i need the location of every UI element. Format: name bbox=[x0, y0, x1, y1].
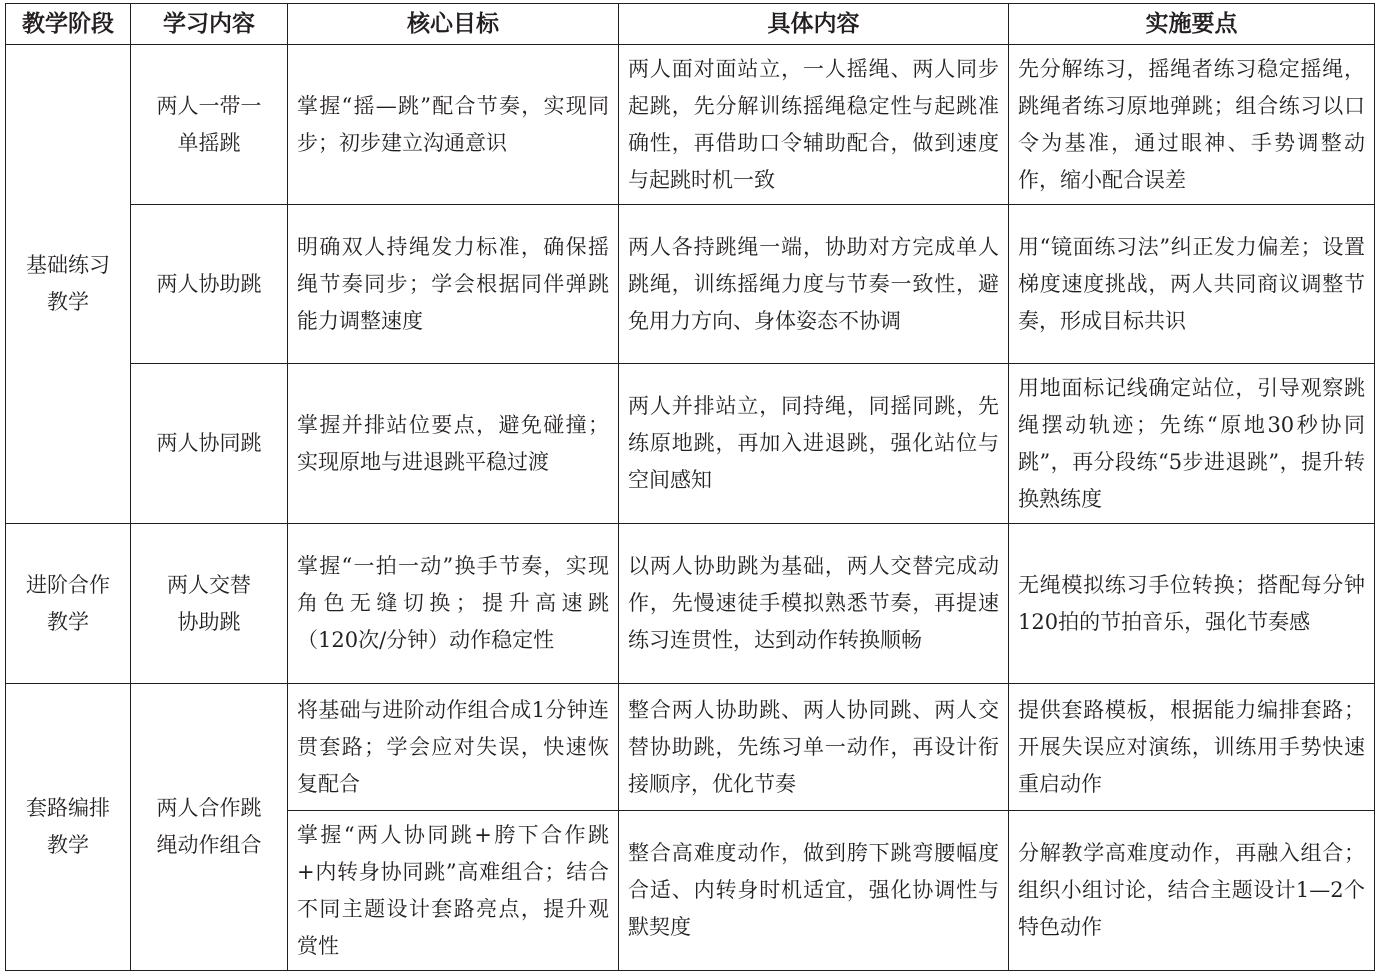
content-cell bbox=[131, 364, 288, 524]
goal-cell: 掌握并排站位要点，避免碰撞；实现原地与进退跳平稳过渡 bbox=[288, 364, 619, 524]
header-detail: 具体内容 bbox=[619, 4, 1009, 45]
stage-label-line: 进阶合作 bbox=[26, 572, 110, 597]
points-cell: 先分解练习，摇绳者练习稳定摇绳，跳绳者练习原地弹跳；组合练习以口令为基准，通过眼神、手势调整动作，缩小配合误差 bbox=[1009, 45, 1375, 205]
header-content: 学习内容 bbox=[131, 4, 288, 45]
goal-cell: 掌握“一拍一动”换手节奏，实现角色无缝切换；提升高速跳（120次/分钟）动作稳定性 bbox=[288, 524, 619, 684]
table-row bbox=[6, 364, 1375, 524]
header-points: 实施要点 bbox=[1009, 4, 1375, 45]
table-row bbox=[6, 205, 1375, 364]
table-row bbox=[6, 684, 1375, 811]
stage-cell-basic bbox=[6, 45, 131, 524]
detail-cell: 两人面对面站立，一人摇绳、两人同步起跳，先分解训练摇绳稳定性与起跳准确性，再借助口令辅助配合，做到速度与起跳时机一致 bbox=[619, 45, 1009, 205]
points-cell: 提供套路模板，根据能力编排套路；开展失误应对演练，训练用手势快速重启动作 bbox=[1009, 684, 1375, 811]
content-label-line: 单摇跳 bbox=[177, 130, 241, 155]
stage-cell-routine bbox=[6, 684, 131, 971]
header-goal: 核心目标 bbox=[288, 4, 619, 45]
goal-cell: 明确双人持绳发力标准，确保摇绳节奏同步；学会根据同伴弹跳能力调整速度 bbox=[288, 205, 619, 364]
content-label-line: 两人一带一 bbox=[156, 93, 262, 118]
stage-label-line: 基础练习 bbox=[26, 253, 110, 277]
detail-cell: 以两人协助跳为基础，两人交替完成动作，先慢速徒手模拟熟悉节奏，再提速练习连贯性，达到动作转换顺畅 bbox=[619, 524, 1009, 684]
stage-label-line: 教学 bbox=[47, 290, 89, 314]
content-cell bbox=[131, 205, 288, 364]
detail-cell: 两人并排站立，同持绳，同摇同跳，先练原地跳，再加入进退跳，强化站位与空间感知 bbox=[619, 364, 1009, 524]
points-cell: 用地面标记线确定站位，引导观察跳绳摆动轨迹；先练“原地30秒协同跳”，再分段练“5步进退跳”，提升转换熟练度 bbox=[1009, 364, 1375, 524]
goal-cell: 将基础与进阶动作组合成1分钟连贯套路；学会应对失误，快速恢复配合 bbox=[288, 684, 619, 811]
points-cell: 分解教学高难度动作，再融入组合；组织小组讨论，结合主题设计1—2个特色动作 bbox=[1009, 811, 1375, 971]
detail-cell: 两人各持跳绳一端，协助对方完成单人跳绳，训练摇绳力度与节奏一致性，避免用力方向、身体姿态不协调 bbox=[619, 205, 1009, 364]
header-stage: 教学阶段 bbox=[6, 4, 131, 45]
goal-cell: 掌握“两人协同跳+胯下合作跳+内转身协同跳”高难组合；结合不同主题设计套路亮点，提升观赏性 bbox=[288, 811, 619, 971]
table-row bbox=[6, 524, 1375, 684]
stage-label-line: 套路编排 bbox=[26, 796, 110, 820]
detail-cell: 整合高难度动作，做到胯下跳弯腰幅度合适、内转身时机适宜，强化协调性与默契度 bbox=[619, 811, 1009, 971]
stage-cell-advanced bbox=[6, 524, 131, 684]
table-row bbox=[6, 45, 1375, 205]
content-cell bbox=[131, 45, 288, 205]
stage-label-line: 教学 bbox=[47, 609, 89, 634]
content-label-line: 两人协助跳 bbox=[156, 271, 262, 296]
points-cell: 无绳模拟练习手位转换；搭配每分钟120拍的节拍音乐，强化节奏感 bbox=[1009, 524, 1375, 684]
stage-label-line: 教学 bbox=[47, 833, 89, 857]
content-label-line: 绳动作组合 bbox=[156, 833, 262, 857]
content-cell bbox=[131, 524, 288, 684]
points-cell: 用“镜面练习法”纠正发力偏差；设置梯度速度挑战，两人共同商议调整节奏，形成目标共识 bbox=[1009, 205, 1375, 364]
header-row bbox=[6, 4, 1375, 45]
detail-cell: 整合两人协助跳、两人协同跳、两人交替协助跳，先练习单一动作，再设计衔接顺序，优化节奏 bbox=[619, 684, 1009, 811]
content-label-line: 协助跳 bbox=[177, 609, 241, 634]
goal-cell: 掌握“摇—跳”配合节奏，实现同步；初步建立沟通意识 bbox=[288, 45, 619, 205]
content-label-line: 两人交替 bbox=[167, 572, 251, 597]
content-label-line: 两人合作跳 bbox=[156, 796, 262, 820]
content-label-line: 两人协同跳 bbox=[156, 431, 262, 455]
content-cell bbox=[131, 684, 288, 971]
teaching-plan-table bbox=[5, 3, 1375, 971]
